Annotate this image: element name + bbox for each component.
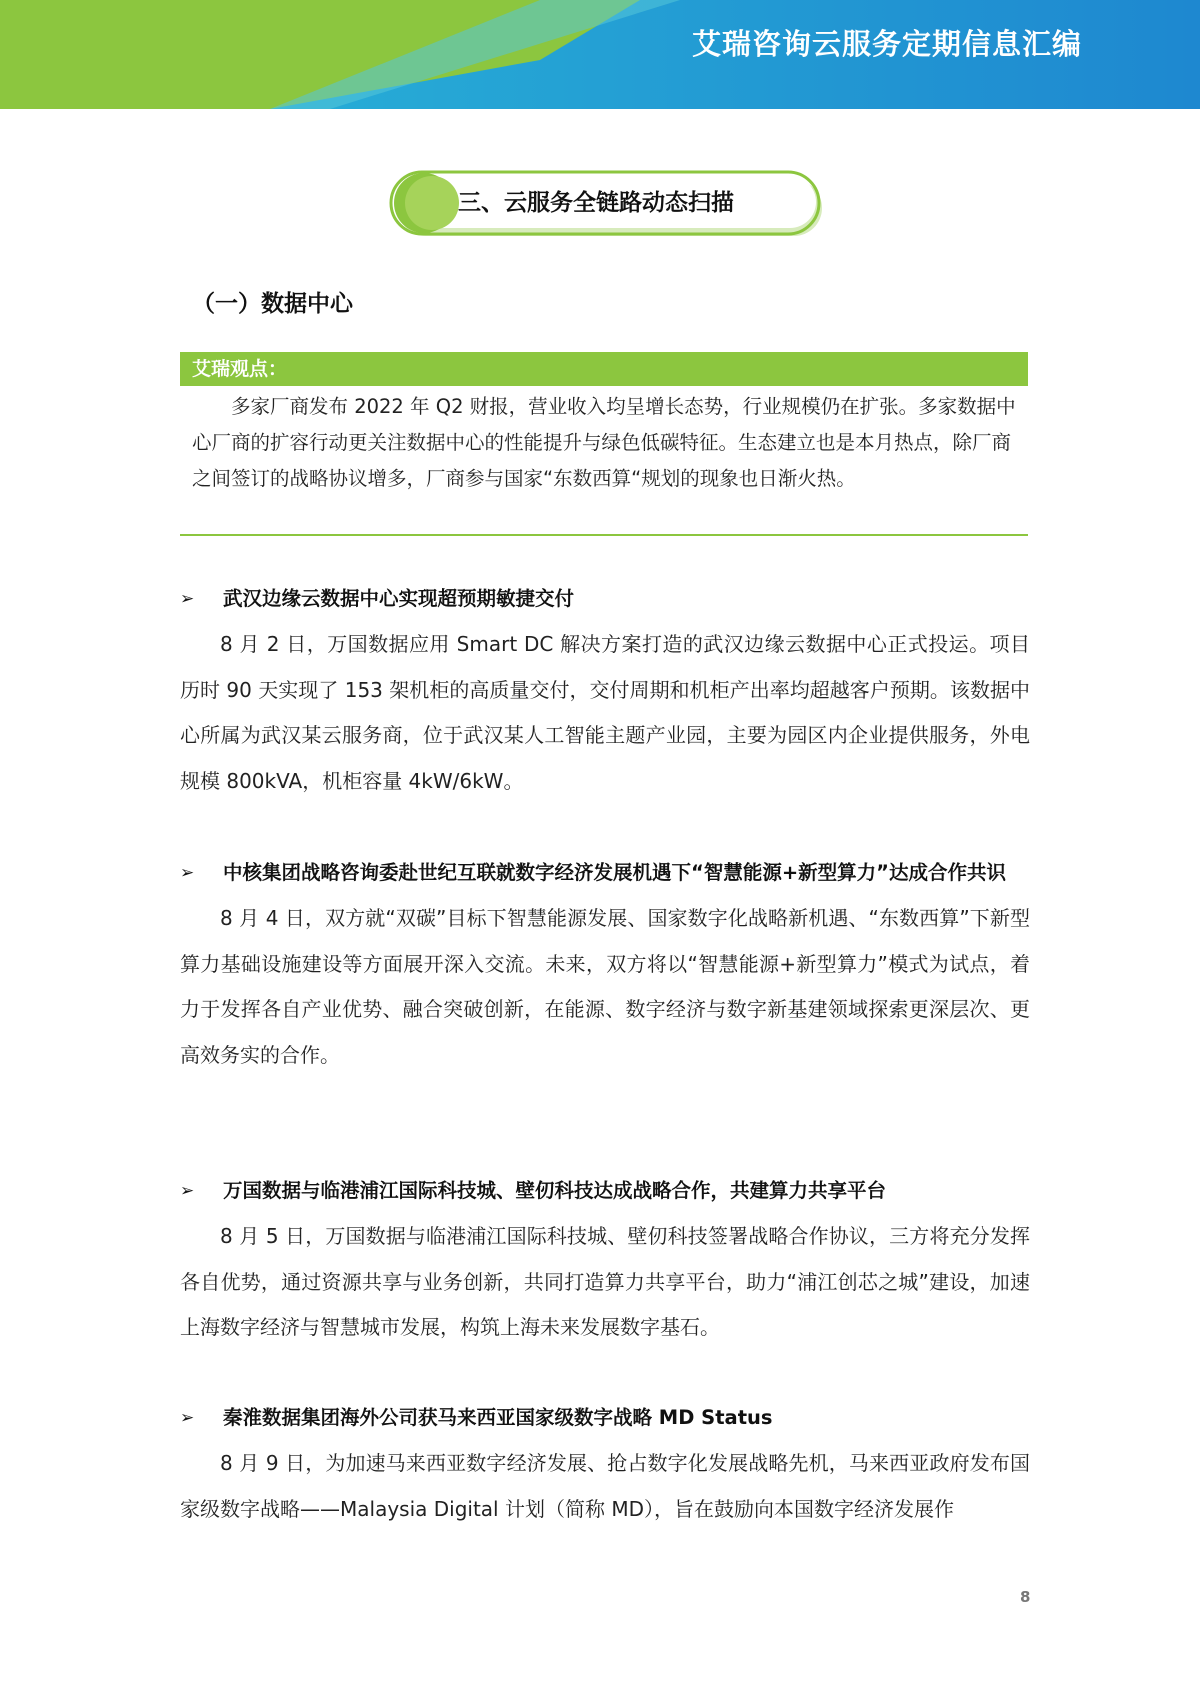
- news-title: [180, 1395, 1030, 1441]
- section-title: 三、云服务全链路动态扫描: [458, 190, 734, 216]
- bullet-arrow-icon: ➢: [180, 1408, 195, 1428]
- news-body: 8 月 2 日，万国数据应用 Smart DC 解决方案打造的武汉边缘云数据中心正式投运。项目历时 90 天实现了 153 架机柜的高质量交付，交付周期和机柜产出率均超越客户预期。该数据中心所属为武汉某云服务商，位于武汉某人工智能主题产业园，主要为园区内企业提供服务，外电规模 800kVA，机柜容量 4kW/6kW。: [180, 632, 1030, 793]
- news-item: [180, 1168, 1030, 1351]
- news-body: 8 月 9 日，为加速马来西亚数字经济发展、抢占数字化发展战略先机，马来西亚政府发布国家级数字战略——Malaysia Digital 计划（简称 MD），旨在鼓励向本国数字经济发展作: [180, 1451, 1030, 1521]
- opinion-label: 艾瑞观点：: [180, 352, 1028, 386]
- header-title: 艾瑞咨询云服务定期信息汇编: [691, 27, 1082, 61]
- bullet-arrow-icon: ➢: [180, 589, 195, 609]
- section-tab: [388, 168, 824, 238]
- news-body: 8 月 4 日，双方就“双碳”目标下智慧能源发展、国家数字化战略新机遇、“东数西算”下新型算力基础设施建设等方面展开深入交流。未来，双方将以“智慧能源+新型算力”模式为试点，着力于发挥各自产业优势、融合突破创新，在能源、数字经济与数字新基建领域探索更深层次、更高效务实的合作。: [180, 906, 1030, 1067]
- opinion-box: [180, 352, 1028, 536]
- news-title-text: 中核集团战略咨询委赴世纪互联就数字经济发展机遇下“智慧能源+新型算力”达成合作共识: [223, 861, 1006, 884]
- news-body: 8 月 5 日，万国数据与临港浦江国际科技城、壁仞科技签署战略合作协议，三方将充分发挥各自优势，通过资源共享与业务创新，共同打造算力共享平台，助力“浦江创芯之城”建设，加速上海数字经济与智慧城市发展，构筑上海未来发展数字基石。: [180, 1224, 1030, 1339]
- subsection-title: （一）数据中心: [192, 291, 353, 317]
- news-title-text: 秦淮数据集团海外公司获马来西亚国家级数字战略 MD Status: [223, 1406, 773, 1429]
- page-header: [0, 0, 1200, 109]
- news-title: [180, 1168, 1030, 1214]
- news-title: [180, 576, 1030, 622]
- opinion-divider: [180, 534, 1028, 536]
- news-title-text: 武汉边缘云数据中心实现超预期敏捷交付: [223, 587, 575, 610]
- bullet-arrow-icon: ➢: [180, 863, 195, 883]
- news-title: [180, 850, 1030, 896]
- news-item: [180, 576, 1030, 804]
- opinion-text: 多家厂商发布 2022 年 Q2 财报，营业收入均呈增长态势，行业规模仍在扩张。多家数据中心厂商的扩容行动更关注数据中心的性能提升与绿色低碳特征。生态建立也是本月热点，除厂商之间签订的战略协议增多，厂商参与国家“东数西算“规划的现象也日渐火热。: [192, 395, 1016, 490]
- news-item: [180, 1395, 1030, 1532]
- news-item: [180, 850, 1030, 1078]
- page-number: 8: [1020, 1588, 1031, 1606]
- news-title-text: 万国数据与临港浦江国际科技城、壁仞科技达成战略合作，共建算力共享平台: [223, 1179, 887, 1202]
- bullet-arrow-icon: ➢: [180, 1181, 195, 1201]
